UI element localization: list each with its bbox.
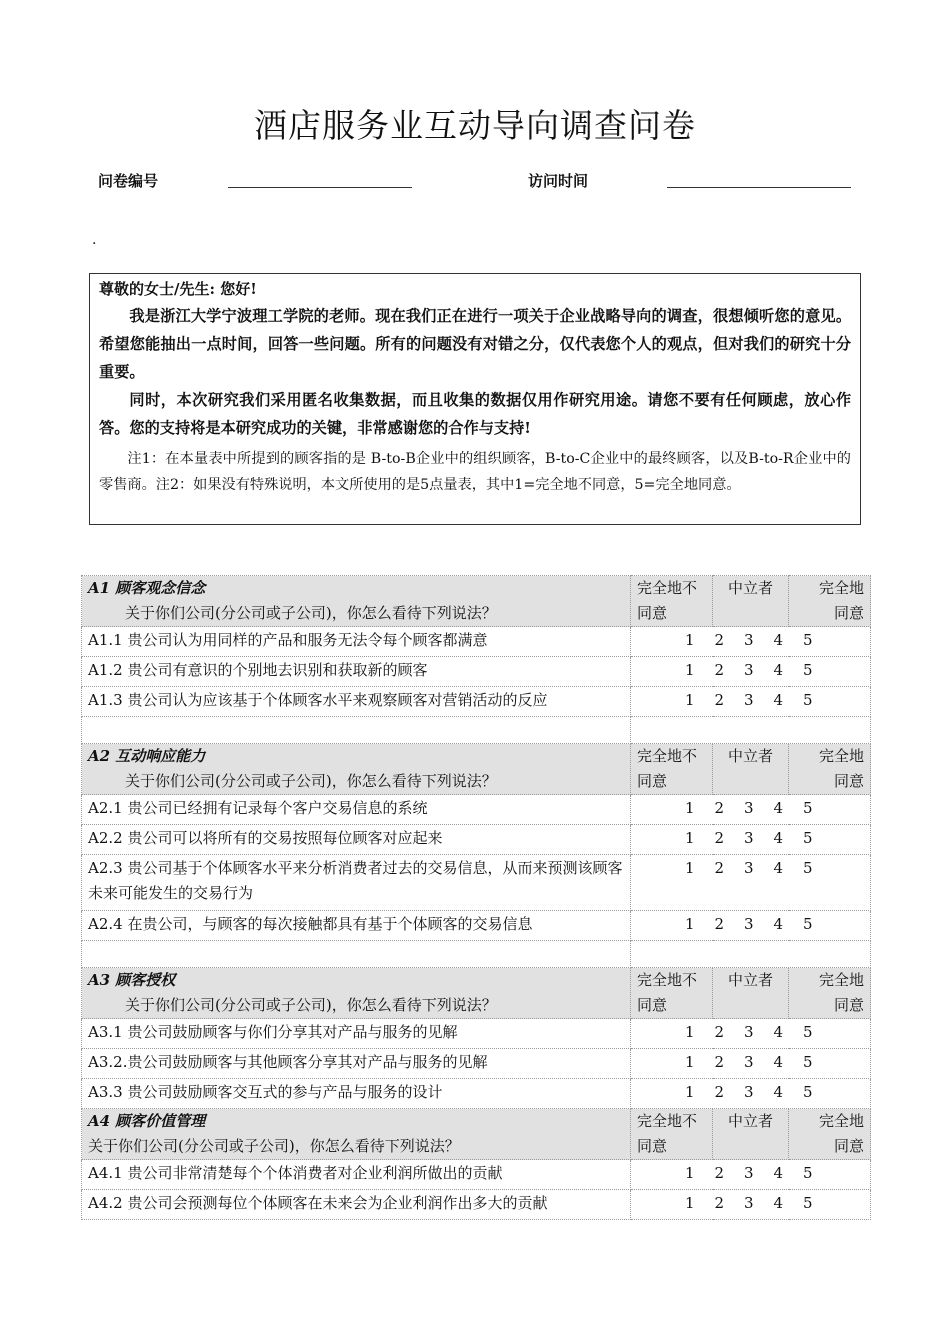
question-text: A3.1 贵公司鼓励顾客与你们分享其对产品与服务的见解: [82, 1019, 631, 1049]
rating-option-3[interactable]: 3: [744, 1053, 754, 1071]
section-subtitle: 关于你们公司(分公司或子公司)，你怎么看待下列说法？: [125, 772, 497, 790]
rating-option-4[interactable]: 4: [773, 631, 784, 649]
rating-option-3[interactable]: 3: [744, 631, 754, 649]
rating-option-5[interactable]: 5: [803, 1053, 813, 1071]
rating-options: [631, 1050, 870, 1075]
intro-greeting: 尊敬的女士/先生: 您好!: [99, 280, 257, 298]
question-text: A3.3 贵公司鼓励顾客交互式的参与产品与服务的设计: [82, 1079, 631, 1109]
intro-note: 注1：在本量表中所提到的顾客指的是 B-to-B企业中的组织顾客，B-to-C企业中的最终顾客，以及B-to-R企业中的零售商。注2：如果没有特殊说明，本文所使用的是5点量表，其中1=完全地不同意，5=完全地同意。: [99, 451, 851, 493]
rating-option-2[interactable]: 2: [714, 1053, 725, 1071]
rating-options: [631, 628, 870, 653]
rating-option-4[interactable]: 4: [773, 1164, 784, 1182]
scale-label-neutral: 中立者: [713, 1109, 789, 1160]
rating-option-2[interactable]: 2: [714, 799, 725, 817]
question-text: A2.2 贵公司可以将所有的交易按照每位顾客对应起来: [82, 825, 631, 855]
rating-option-5[interactable]: 5: [803, 1023, 813, 1041]
rating-option-1[interactable]: 1: [685, 1023, 695, 1041]
visit-time-field[interactable]: [667, 187, 851, 188]
section-subtitle: 关于你们公司(分公司或子公司)，你怎么看待下列说法？: [88, 1137, 460, 1155]
rating-option-5[interactable]: 5: [803, 915, 813, 933]
rating-option-4[interactable]: 4: [773, 1083, 784, 1101]
rating-option-4[interactable]: 4: [773, 829, 784, 847]
scale-label-disagree: 完全地不同意: [631, 744, 713, 795]
rating-option-4[interactable]: 4: [773, 1194, 784, 1212]
intro-paragraph-1: 我是浙江大学宁波理工学院的老师。现在我们正在进行一项关于企业战略导向的调查，很想倾听您的意见。希望您能抽出一点时间，回答一些问题。所有的问题没有对错之分，仅代表您个人的观点，但对我们的研究十分重要。: [99, 307, 851, 381]
question-row: [82, 657, 871, 687]
rating-option-1[interactable]: 1: [685, 631, 695, 649]
intro-box: [89, 273, 861, 525]
scale-label-agree-line1: 完全地: [818, 971, 864, 989]
rating-option-5[interactable]: 5: [803, 829, 813, 847]
rating-option-5[interactable]: 5: [803, 631, 813, 649]
question-text: A1.1 贵公司认为用同样的产品和服务无法令每个顾客都满意: [82, 627, 631, 657]
question-row: [82, 687, 871, 717]
rating-option-2[interactable]: 2: [714, 1194, 725, 1212]
rating-option-1[interactable]: 1: [685, 1194, 695, 1212]
rating-scale: [631, 687, 871, 717]
section-title-cell: [82, 1109, 631, 1160]
section-title-cell: [82, 744, 631, 795]
rating-option-2[interactable]: 2: [714, 661, 725, 679]
page-title: 酒店服务业互动导向调查问卷: [254, 106, 696, 145]
section-header: [82, 1109, 871, 1160]
rating-scale: [631, 1160, 871, 1190]
section-title-cell: [82, 576, 631, 627]
question-text: A2.3 贵公司基于个体顾客水平来分析消费者过去的交易信息，从而来预测该顾客未来可能发生的交易行为: [82, 855, 631, 911]
section-title: A3 顾客授权: [88, 971, 176, 989]
question-row: [82, 1019, 871, 1049]
rating-option-3[interactable]: 3: [744, 691, 754, 709]
section-title-cell: [82, 968, 631, 1019]
rating-option-5[interactable]: 5: [803, 1194, 813, 1212]
question-row: [82, 1049, 871, 1079]
rating-option-1[interactable]: 1: [685, 1083, 695, 1101]
rating-scale: [631, 855, 871, 911]
spacer-cell: [82, 941, 631, 968]
rating-scale: [631, 911, 871, 941]
scale-label-agree-line2: 同意: [833, 604, 864, 622]
section-header: [82, 968, 871, 1019]
rating-option-5[interactable]: 5: [803, 661, 813, 679]
rating-option-4[interactable]: 4: [773, 691, 784, 709]
rating-option-1[interactable]: 1: [685, 661, 695, 679]
rating-option-4[interactable]: 4: [773, 799, 784, 817]
scale-label-disagree: 完全地不同意: [631, 968, 713, 1019]
questionnaire-no-label: 问卷编号: [98, 172, 159, 190]
scale-label-disagree: 完全地不同意: [631, 576, 713, 627]
rating-option-3[interactable]: 3: [744, 1023, 754, 1041]
rating-options: [631, 856, 870, 881]
questionnaire-table: [81, 575, 871, 1220]
rating-option-4[interactable]: 4: [773, 859, 784, 877]
spacer-row: [82, 941, 871, 968]
rating-options: [631, 1020, 870, 1045]
scale-label-disagree: 完全地不同意: [631, 1109, 713, 1160]
rating-option-1[interactable]: 1: [685, 915, 695, 933]
scale-label-agree-line1: 完全地: [818, 1112, 864, 1130]
rating-option-3[interactable]: 3: [744, 915, 754, 933]
question-row: [82, 1079, 871, 1109]
rating-option-2[interactable]: 2: [714, 1083, 725, 1101]
rating-option-5[interactable]: 5: [803, 799, 813, 817]
rating-scale: [631, 1049, 871, 1079]
rating-option-5[interactable]: 5: [803, 1164, 813, 1182]
rating-scale: [631, 795, 871, 825]
rating-option-2[interactable]: 2: [714, 1164, 725, 1182]
question-row: [82, 1190, 871, 1220]
question-row: [82, 855, 871, 911]
rating-option-3[interactable]: 3: [744, 1083, 754, 1101]
section-subtitle: 关于你们公司(分公司或子公司)，你怎么看待下列说法？: [125, 996, 497, 1014]
rating-options: [631, 826, 870, 851]
rating-option-2[interactable]: 2: [714, 829, 725, 847]
rating-option-2[interactable]: 2: [714, 631, 725, 649]
question-text: A3.2.贵公司鼓励顾客与其他顾客分享其对产品与服务的见解: [82, 1049, 631, 1079]
scale-label-agree: [789, 744, 871, 795]
section-subtitle: 关于你们公司(分公司或子公司)，你怎么看待下列说法？: [125, 604, 497, 622]
rating-option-4[interactable]: 4: [773, 661, 784, 679]
questionnaire-no-field[interactable]: [228, 187, 412, 188]
rating-option-4[interactable]: 4: [773, 1023, 784, 1041]
rating-option-3[interactable]: 3: [744, 1164, 754, 1182]
rating-scale: [631, 1079, 871, 1109]
rating-option-1[interactable]: 1: [685, 829, 695, 847]
spacer-cell: [82, 717, 631, 744]
rating-options: [631, 796, 870, 821]
section-header: [82, 744, 871, 795]
rating-options: [631, 688, 870, 713]
spacer-cell: [631, 717, 871, 744]
rating-options: [631, 658, 870, 683]
rating-option-3[interactable]: 3: [744, 799, 754, 817]
rating-option-4[interactable]: 4: [773, 915, 784, 933]
rating-option-1[interactable]: 1: [685, 1164, 695, 1182]
rating-option-4[interactable]: 4: [773, 1053, 784, 1071]
scale-label-agree: [789, 1109, 871, 1160]
rating-option-3[interactable]: 3: [744, 1194, 754, 1212]
rating-option-3[interactable]: 3: [744, 859, 754, 877]
visit-time-label: 访问时间: [528, 172, 589, 190]
scale-label-neutral: 中立者: [713, 968, 789, 1019]
scale-label-agree-line2: 同意: [833, 772, 864, 790]
rating-option-5[interactable]: 5: [803, 691, 813, 709]
rating-scale: [631, 825, 871, 855]
question-row: [82, 911, 871, 941]
rating-option-2[interactable]: 2: [714, 1023, 725, 1041]
question-text: A1.3 贵公司认为应该基于个体顾客水平来观察顾客对营销活动的反应: [82, 687, 631, 717]
scale-label-neutral: 中立者: [713, 576, 789, 627]
rating-scale: [631, 627, 871, 657]
rating-option-1[interactable]: 1: [685, 1053, 695, 1071]
stray-dot: .: [92, 232, 97, 248]
rating-option-2[interactable]: 2: [714, 859, 725, 877]
rating-option-5[interactable]: 5: [803, 859, 813, 877]
question-row: [82, 795, 871, 825]
rating-option-2[interactable]: 2: [714, 915, 725, 933]
section-title: A1 顾客观念信念: [88, 579, 206, 597]
rating-option-1[interactable]: 1: [685, 859, 695, 877]
rating-options: [631, 1161, 870, 1186]
rating-option-3[interactable]: 3: [744, 829, 754, 847]
question-text: A4.1 贵公司非常清楚每个个体消费者对企业利润所做出的贡献: [82, 1160, 631, 1190]
scale-label-agree-line1: 完全地: [818, 747, 864, 765]
rating-options: [631, 1080, 870, 1105]
rating-option-1[interactable]: 1: [685, 799, 695, 817]
section-header: [82, 576, 871, 627]
rating-option-3[interactable]: 3: [744, 661, 754, 679]
rating-scale: [631, 657, 871, 687]
question-text: A4.2 贵公司会预测每位个体顾客在未来会为企业利润作出多大的贡献: [82, 1190, 631, 1220]
rating-options: [631, 1191, 870, 1216]
section-title: A2 互动响应能力: [88, 747, 206, 765]
question-text: A1.2 贵公司有意识的个别地去识别和获取新的顾客: [82, 657, 631, 687]
spacer-row: [82, 717, 871, 744]
scale-label-agree: [789, 576, 871, 627]
rating-option-1[interactable]: 1: [685, 691, 695, 709]
rating-option-5[interactable]: 5: [803, 1083, 813, 1101]
spacer-cell: [631, 941, 871, 968]
scale-label-agree-line2: 同意: [833, 1137, 864, 1155]
question-text: A2.4 在贵公司，与顾客的每次接触都具有基于个体顾客的交易信息: [82, 911, 631, 941]
scale-label-neutral: 中立者: [713, 744, 789, 795]
question-row: [82, 627, 871, 657]
rating-option-2[interactable]: 2: [714, 691, 725, 709]
intro-paragraph-2: 同时，本次研究我们采用匿名收集数据，而且收集的数据仅用作研究用途。请您不要有任何顾虑，放心作答。您的支持将是本研究成功的关键，非常感谢您的合作与支持!: [99, 391, 851, 437]
section-title: A4 顾客价值管理: [88, 1112, 206, 1130]
scale-label-agree-line2: 同意: [833, 996, 864, 1014]
rating-scale: [631, 1190, 871, 1220]
scale-label-agree: [789, 968, 871, 1019]
question-row: [82, 825, 871, 855]
scale-label-agree-line1: 完全地: [818, 579, 864, 597]
rating-scale: [631, 1019, 871, 1049]
rating-options: [631, 912, 870, 937]
question-text: A2.1 贵公司已经拥有记录每个客户交易信息的系统: [82, 795, 631, 825]
question-row: [82, 1160, 871, 1190]
